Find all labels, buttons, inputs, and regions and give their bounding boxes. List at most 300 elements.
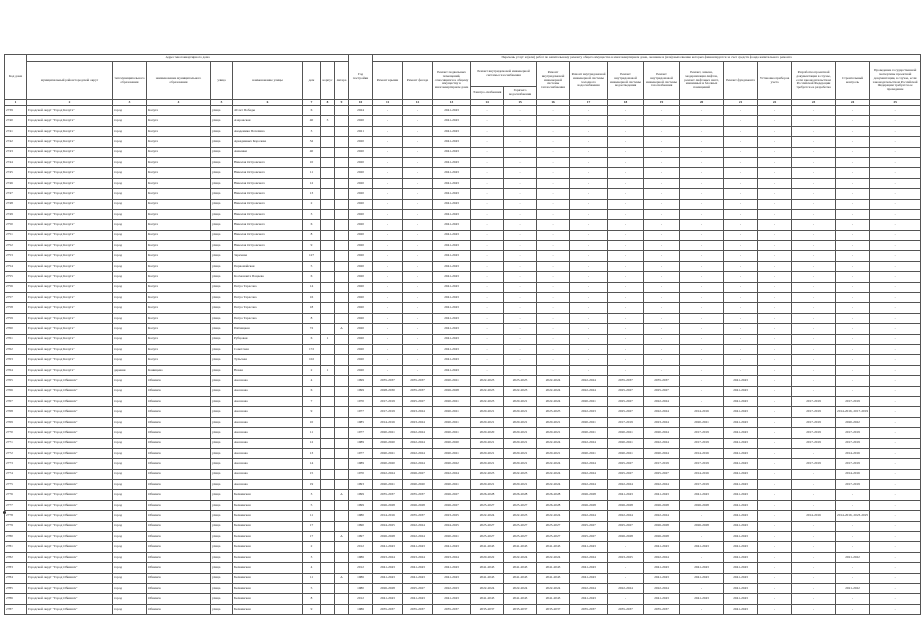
table-cell: - xyxy=(870,303,921,313)
table-cell: 2041-2043 xyxy=(433,303,471,313)
table-cell: Городской округ "Город Калуга" xyxy=(27,168,113,178)
table-cell: улица xyxy=(211,168,233,178)
col-heat: Ремонт внутридомовой инженерной системы теплоснабжения xyxy=(537,62,570,100)
table-cell: - xyxy=(570,168,608,178)
table-cell: - xyxy=(570,116,608,126)
table-cell: 15 xyxy=(303,469,321,479)
table-cell: 2041-2043 xyxy=(504,594,537,604)
table-cell: - xyxy=(680,157,724,167)
table-cell: 2041-2043 xyxy=(570,573,608,583)
table-cell: 2756 xyxy=(5,282,27,292)
col-lift: Ремонт, замена, модернизация лифтов, ремонт лифтовых шахт, машинных и блочных помещений xyxy=(680,62,724,100)
table-cell xyxy=(321,417,335,427)
col-facade: Ремонт фасада xyxy=(403,62,433,100)
table-cell: 2035-2037 xyxy=(504,604,537,614)
table-cell: 1980 xyxy=(349,583,373,593)
table-cell: 2025-2027 xyxy=(608,521,644,531)
table-cell: Аксенова xyxy=(233,376,303,386)
table-cell: 2014-2016, 2023-2025 xyxy=(836,511,870,521)
table-cell: А xyxy=(335,573,349,583)
table-cell: 2022-2024 xyxy=(644,407,680,417)
table-cell: - xyxy=(836,282,870,292)
table-cell: 2041-2043 xyxy=(433,116,471,126)
table-cell: - xyxy=(758,428,792,438)
table-cell: - xyxy=(792,303,836,313)
table-cell: 2023-2025 xyxy=(537,407,570,417)
table-cell xyxy=(321,407,335,417)
table-cell: - xyxy=(836,178,870,188)
table-cell: 2041-2043 xyxy=(724,594,758,604)
table-cell: - xyxy=(792,552,836,562)
table-cell: 2026-2028 xyxy=(504,490,537,500)
table-cell: 2747 xyxy=(5,189,27,199)
table-cell xyxy=(321,563,335,573)
table-cell: 2041-2043 xyxy=(433,147,471,157)
table-cell: - xyxy=(792,334,836,344)
table-cell: - xyxy=(644,209,680,219)
table-cell: - xyxy=(870,344,921,354)
table-cell: Городской округ "Город Обнинск" xyxy=(27,500,113,510)
table-cell: 2020-2022 xyxy=(471,552,504,562)
table-cell: - xyxy=(870,220,921,230)
table-cell: 2026-2028 xyxy=(537,490,570,500)
table-cell: - xyxy=(373,209,403,219)
table-cell: - xyxy=(836,376,870,386)
table-cell: 2021 xyxy=(349,126,373,136)
table-cell: - xyxy=(792,500,836,510)
table-cell: 2020 xyxy=(349,334,373,344)
table-cell: - xyxy=(471,147,504,157)
table-cell: - xyxy=(504,220,537,230)
table-cell: - xyxy=(570,147,608,157)
table-cell: - xyxy=(373,334,403,344)
table-cell: 2014-2016 xyxy=(680,469,724,479)
table-cell: - xyxy=(403,241,433,251)
table-cell: Городской округ "Город Обнинск" xyxy=(27,469,113,479)
table-cell: - xyxy=(471,178,504,188)
table-cell: - xyxy=(870,563,921,573)
table-cell: - xyxy=(680,396,724,406)
table-cell: улица xyxy=(211,417,233,427)
table-cell: 2020 xyxy=(349,147,373,157)
table-cell: 2025-2027 xyxy=(471,521,504,531)
table-cell: - xyxy=(570,261,608,271)
table-cell: - xyxy=(644,220,680,230)
table-cell: Городской округ "Город Обнинск" xyxy=(27,490,113,500)
table-cell: 2022-2024 xyxy=(537,552,570,562)
table-cell: 2017-2019 xyxy=(836,428,870,438)
table-cell: - xyxy=(608,126,644,136)
table-cell: - xyxy=(792,448,836,458)
table-cell: 2041-2043 xyxy=(471,594,504,604)
table-cell: 2041-2043 xyxy=(471,563,504,573)
table-cell: 2025-2027 xyxy=(608,407,644,417)
table-cell xyxy=(321,552,335,562)
col-house: дом xyxy=(303,62,321,100)
table-cell: город xyxy=(113,459,147,469)
table-cell: город xyxy=(113,106,147,116)
table-cell: 2017-2019 xyxy=(792,438,836,448)
table-cell xyxy=(335,157,349,167)
table-cell: Городской округ "Город Калуга" xyxy=(27,199,113,209)
table-cell: - xyxy=(504,178,537,188)
margin-dot xyxy=(3,511,6,514)
table-cell: 2041-2043 xyxy=(403,594,433,604)
table-cell: город xyxy=(113,386,147,396)
table-cell: - xyxy=(504,313,537,323)
table-cell: 2020 xyxy=(349,116,373,126)
table-cell: Новая xyxy=(233,365,303,375)
table-cell: 2022-2024 xyxy=(537,438,570,448)
table-cell xyxy=(335,552,349,562)
table-cell: Аксенова xyxy=(233,386,303,396)
table-cell: - xyxy=(870,480,921,490)
table-cell: город xyxy=(113,230,147,240)
table-cell xyxy=(335,178,349,188)
table-cell xyxy=(321,303,335,313)
table-cell: 2041-2043 xyxy=(403,573,433,583)
table-cell: - xyxy=(870,376,921,386)
table-cell: город xyxy=(113,490,147,500)
table-cell: - xyxy=(680,209,724,219)
table-cell: Городской округ "Город Обнинск" xyxy=(27,604,113,614)
table-cell: улица xyxy=(211,116,233,126)
table-cell: Обнинск xyxy=(147,417,211,427)
table-cell: - xyxy=(373,106,403,116)
table-cell: - xyxy=(758,448,792,458)
table-cell: - xyxy=(870,552,921,562)
table-cell: 2041-2043 xyxy=(433,293,471,303)
table-cell: Николая Островского xyxy=(233,178,303,188)
table-cell: улица xyxy=(211,490,233,500)
table-cell: - xyxy=(724,241,758,251)
table-cell: улица xyxy=(211,386,233,396)
table-cell: 2020-2021 xyxy=(433,428,471,438)
table-cell: - xyxy=(724,355,758,365)
table-cell: Калуга xyxy=(147,303,211,313)
table-cell: - xyxy=(758,241,792,251)
table-cell: 2022-2023 xyxy=(471,469,504,479)
table-cell: - xyxy=(608,147,644,157)
table-cell: 2768 xyxy=(5,407,27,417)
table-cell: - xyxy=(471,344,504,354)
table-cell: Городской округ "Город Обнинск" xyxy=(27,448,113,458)
table-row xyxy=(5,178,921,188)
table-cell: - xyxy=(537,220,570,230)
table-cell: улица xyxy=(211,137,233,147)
table-cell: 2026-2028 xyxy=(680,500,724,510)
table-cell xyxy=(321,542,335,552)
table-cell: - xyxy=(758,334,792,344)
table-cell: город xyxy=(113,521,147,531)
table-cell xyxy=(321,376,335,386)
table-cell: 2020 xyxy=(349,282,373,292)
table-cell: - xyxy=(537,178,570,188)
table-cell: 2041-2043 xyxy=(724,448,758,458)
table-cell: - xyxy=(504,137,537,147)
table-cell xyxy=(335,168,349,178)
table-cell xyxy=(335,344,349,354)
table-cell: Николая Островского xyxy=(233,220,303,230)
table-cell: - xyxy=(537,344,570,354)
table-cell: улица xyxy=(211,604,233,614)
table-cell: 2041-2043 xyxy=(433,272,471,282)
table-cell: 40 xyxy=(303,116,321,126)
table-cell: - xyxy=(792,344,836,354)
table-cell: - xyxy=(836,324,870,334)
table-cell: - xyxy=(758,396,792,406)
table-cell: 2773 xyxy=(5,459,27,469)
table-cell: Белкинская xyxy=(233,583,303,593)
table-cell: Городской округ "Город Обнинск" xyxy=(27,573,113,583)
table-cell: Калуга xyxy=(147,137,211,147)
table-cell: 2026-2028 xyxy=(471,490,504,500)
table-cell: 2022-2024 xyxy=(504,583,537,593)
table-cell: 32 xyxy=(303,137,321,147)
table-cell: Николая Островского xyxy=(233,189,303,199)
table-cell: 2022-2024 xyxy=(537,480,570,490)
table-cell: - xyxy=(644,261,680,271)
table-cell: город xyxy=(113,500,147,510)
table-cell: 2041-2043 xyxy=(504,563,537,573)
table-cell: - xyxy=(724,251,758,261)
table-cell: 2020-2021 xyxy=(504,480,537,490)
table-cell: 2765 xyxy=(5,376,27,386)
table-cell: 2025-2027 xyxy=(570,521,608,531)
table-cell: 2020-2021 xyxy=(537,428,570,438)
table-cell: - xyxy=(608,313,644,323)
table-cell xyxy=(335,355,349,365)
table-cell: 2041-2043 xyxy=(724,438,758,448)
table-cell: улица xyxy=(211,438,233,448)
table-cell: 2041-2043 xyxy=(570,563,608,573)
table-cell: - xyxy=(758,313,792,323)
table-cell: - xyxy=(836,199,870,209)
table-cell: 2022-2024 xyxy=(570,469,608,479)
table-cell: - xyxy=(570,189,608,199)
table-cell: город xyxy=(113,542,147,552)
table-cell: улица xyxy=(211,500,233,510)
table-cell: 2025-2027 xyxy=(608,469,644,479)
table-cell: 2020 xyxy=(349,178,373,188)
table-cell: 2020-2021 xyxy=(471,407,504,417)
table-cell: - xyxy=(870,521,921,531)
table-cell: город xyxy=(113,511,147,521)
table-cell: Городской округ "Город Калуга" xyxy=(27,261,113,271)
table-cell: город xyxy=(113,220,147,230)
table-cell: 2024-2025 xyxy=(373,521,403,531)
table-cell: А xyxy=(335,532,349,542)
table-cell: - xyxy=(644,199,680,209)
table-cell: - xyxy=(836,293,870,303)
table-cell: - xyxy=(504,344,537,354)
table-cell xyxy=(335,116,349,126)
table-cell: - xyxy=(680,189,724,199)
table-cell: - xyxy=(758,261,792,271)
table-cell: улица xyxy=(211,376,233,386)
table-cell xyxy=(335,230,349,240)
table-cell: 1999 xyxy=(349,490,373,500)
table-cell: Городской округ "Город Калуга" xyxy=(27,147,113,157)
table-cell: 3 xyxy=(321,116,335,126)
table-cell: Городской округ "Город Калуга" xyxy=(27,116,113,126)
table-cell: 2026-2028 xyxy=(373,583,403,593)
table-cell: 2020-2021 xyxy=(471,459,504,469)
table-cell: 13 xyxy=(303,448,321,458)
table-cell: - xyxy=(504,106,537,116)
table-cell: - xyxy=(504,147,537,157)
table-cell xyxy=(321,438,335,448)
table-cell: 2022-2024 xyxy=(644,438,680,448)
table-cell: улица xyxy=(211,542,233,552)
table-cell: 2022-2024 xyxy=(403,428,433,438)
table-cell: - xyxy=(403,116,433,126)
table-cell: 2025-2027 xyxy=(570,532,608,542)
table-cell: - xyxy=(870,241,921,251)
table-cell: - xyxy=(792,365,836,375)
table-cell: - xyxy=(836,157,870,167)
table-cell: 2041-2043 xyxy=(373,563,403,573)
table-cell: город xyxy=(113,448,147,458)
table-cell xyxy=(321,511,335,521)
table-cell: Городской округ "Город Обнинск" xyxy=(27,386,113,396)
table-cell: - xyxy=(471,106,504,116)
table-cell: 2041-2043 xyxy=(433,261,471,271)
table-cell: - xyxy=(680,552,724,562)
table-cell: 8 xyxy=(303,230,321,240)
table-cell: - xyxy=(471,220,504,230)
table-cell xyxy=(335,386,349,396)
table-row xyxy=(5,272,921,282)
table-cell: 2035-2037 xyxy=(373,376,403,386)
table-cell: Аксенова xyxy=(233,396,303,406)
table-cell: 2762 xyxy=(5,344,27,354)
table-cell: 2020-2021 xyxy=(537,448,570,458)
table-cell: - xyxy=(792,178,836,188)
table-cell xyxy=(335,500,349,510)
table-cell: 16 xyxy=(303,293,321,303)
table-cell: город xyxy=(113,573,147,583)
table-cell: 2020 xyxy=(349,209,373,219)
table-cell: - xyxy=(836,542,870,552)
table-cell xyxy=(335,563,349,573)
table-cell: Обнинск xyxy=(147,386,211,396)
table-cell: - xyxy=(870,490,921,500)
table-cell xyxy=(335,220,349,230)
table-cell xyxy=(335,583,349,593)
table-cell: 2041-2043 xyxy=(537,594,570,604)
table-cell: - xyxy=(758,438,792,448)
table-cell: город xyxy=(113,261,147,271)
table-cell: - xyxy=(373,178,403,188)
table-cell xyxy=(335,293,349,303)
table-cell: 2041-2043 xyxy=(433,355,471,365)
table-row xyxy=(5,293,921,303)
table-cell: 2022-2023 xyxy=(471,386,504,396)
table-cell: Калуга xyxy=(147,157,211,167)
table-cell: - xyxy=(373,272,403,282)
table-cell: - xyxy=(570,282,608,292)
table-cell: 2751 xyxy=(5,230,27,240)
table-cell: - xyxy=(758,459,792,469)
column-number: 16 xyxy=(537,100,570,106)
table-cell: - xyxy=(373,137,403,147)
table-cell: - xyxy=(608,137,644,147)
table-cell: - xyxy=(403,199,433,209)
table-cell xyxy=(335,542,349,552)
table-cell: улица xyxy=(211,480,233,490)
table-cell: Калуга xyxy=(147,126,211,136)
table-cell: - xyxy=(570,106,608,116)
table-cell: 2026-2028 xyxy=(644,500,680,510)
col-foundation: Ремонт фундамента xyxy=(724,62,758,100)
table-cell: Городской округ "Город Калуга" xyxy=(27,178,113,188)
table-cell: - xyxy=(373,168,403,178)
table-cell: - xyxy=(471,189,504,199)
table-cell: улица xyxy=(211,272,233,282)
table-cell: - xyxy=(792,573,836,583)
table-cell: улица xyxy=(211,594,233,604)
table-cell: 2022-2024 xyxy=(644,480,680,490)
table-cell xyxy=(321,521,335,531)
table-cell: Белкинская xyxy=(233,542,303,552)
table-cell: - xyxy=(836,532,870,542)
table-row xyxy=(5,573,921,583)
table-cell: Калуга xyxy=(147,230,211,240)
table-cell: - xyxy=(471,251,504,261)
table-body xyxy=(5,106,921,615)
table-cell: 2022-2024 xyxy=(537,386,570,396)
table-cell: - xyxy=(724,313,758,323)
table-cell xyxy=(335,199,349,209)
col-korpus: корпус xyxy=(321,62,335,100)
table-cell: 19 xyxy=(303,480,321,490)
table-cell: 2022-2024 xyxy=(373,469,403,479)
table-cell: - xyxy=(608,282,644,292)
table-cell: - xyxy=(724,106,758,116)
table-cell xyxy=(335,448,349,458)
table-cell: Городской округ "Город Обнинск" xyxy=(27,480,113,490)
table-cell: 1986 xyxy=(349,552,373,562)
table-cell: - xyxy=(792,324,836,334)
table-cell: 13 xyxy=(303,189,321,199)
table-cell: 2024-2025 xyxy=(433,521,471,531)
table-cell: 1985 xyxy=(349,417,373,427)
table-cell: - xyxy=(680,116,724,126)
table-cell: - xyxy=(537,137,570,147)
table-cell: 2017-2019 xyxy=(836,396,870,406)
table-cell xyxy=(321,490,335,500)
table-cell: 2020 xyxy=(349,324,373,334)
table-cell: улица xyxy=(211,241,233,251)
column-number: 22 xyxy=(758,100,792,106)
table-cell: - xyxy=(644,147,680,157)
table-cell xyxy=(321,500,335,510)
table-cell: город xyxy=(113,157,147,167)
table-cell: 2025-2027 xyxy=(504,500,537,510)
table-cell xyxy=(321,230,335,240)
table-cell: 2020-2021 xyxy=(570,417,608,427)
table-row xyxy=(5,251,921,261)
col-power: Электро-снабжения xyxy=(471,87,504,100)
col-code: Код дома xyxy=(5,55,27,100)
table-cell: Городской округ "Город Калуга" xyxy=(27,209,113,219)
table-cell: 1977 xyxy=(349,428,373,438)
table-cell: Городской округ "Город Калуга" xyxy=(27,189,113,199)
table-cell: Пятницкая xyxy=(233,324,303,334)
table-cell: - xyxy=(680,355,724,365)
table-cell: 2020-2021 xyxy=(373,448,403,458)
